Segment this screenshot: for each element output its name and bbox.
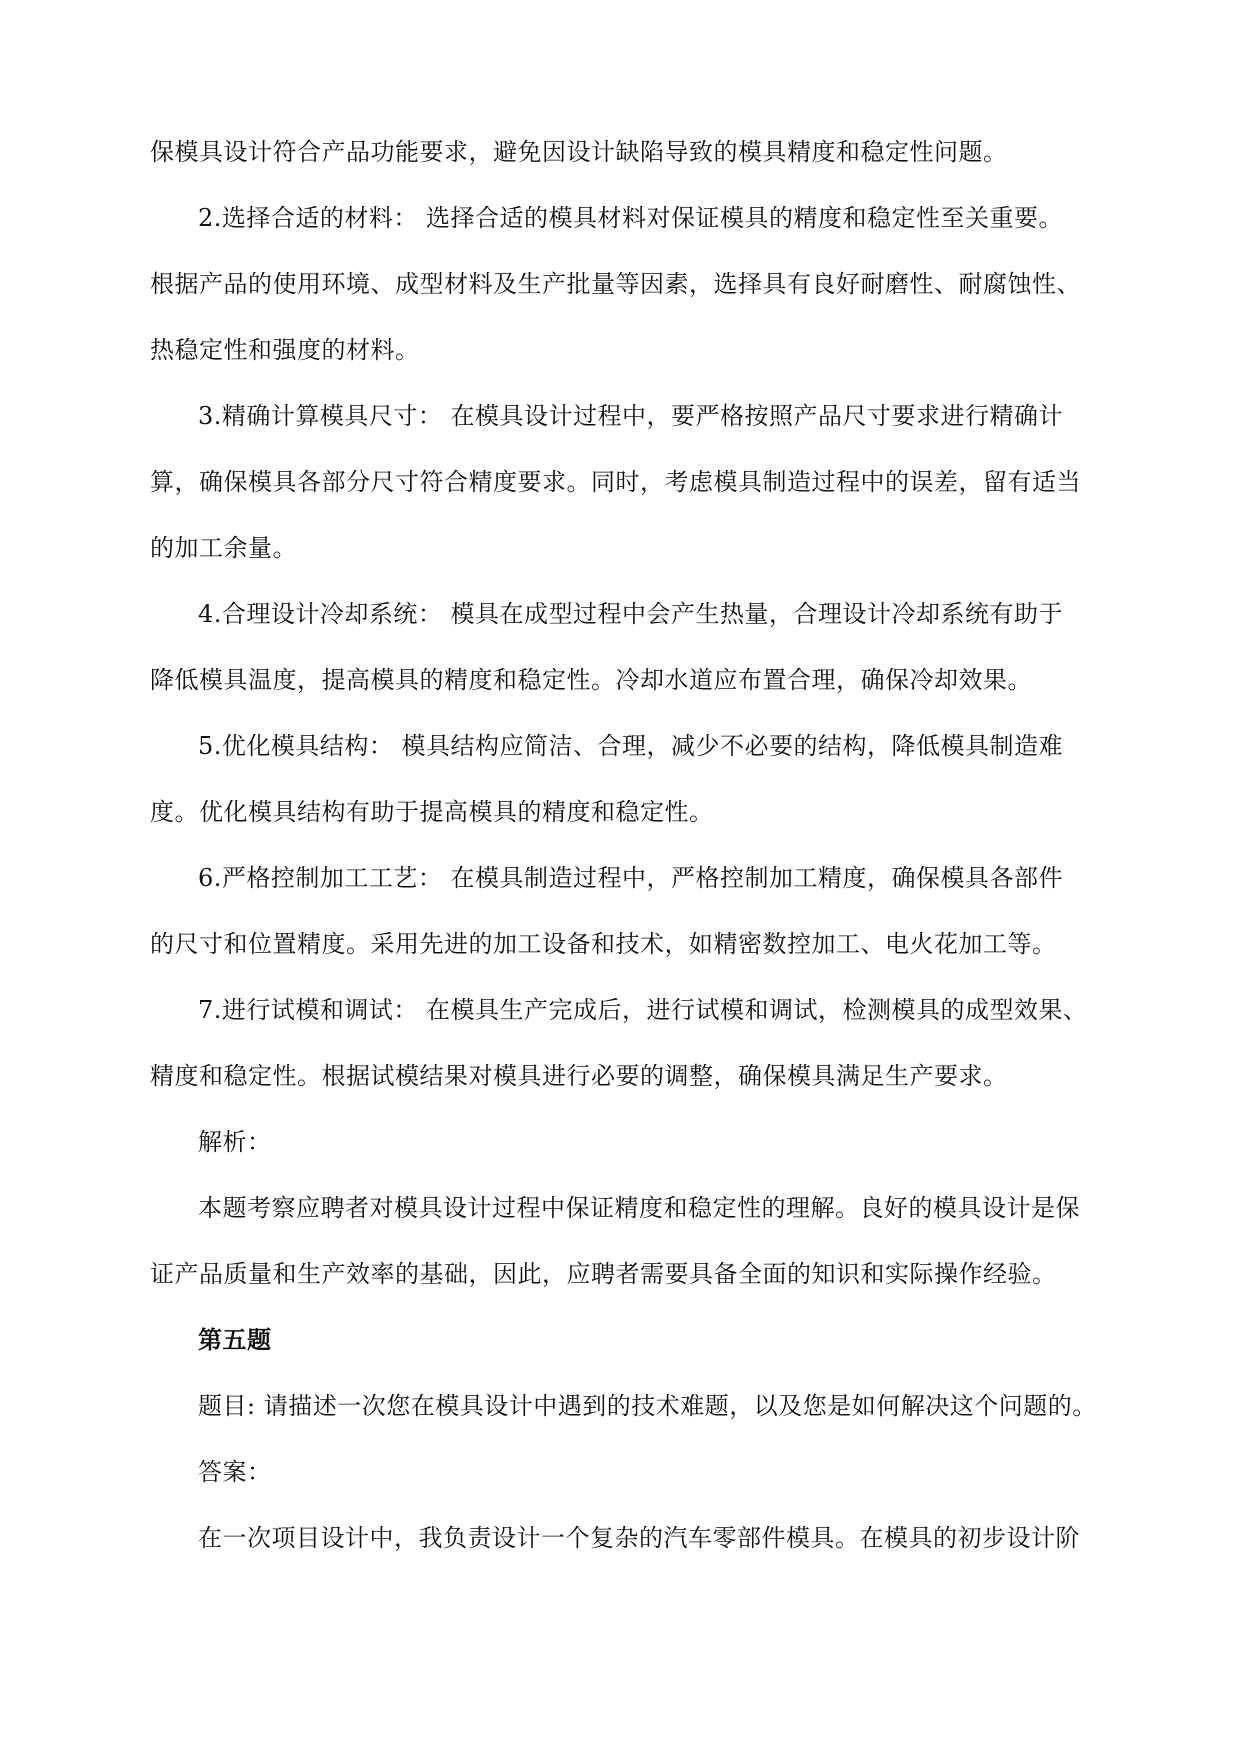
body-line: 降低模具温度，提高模具的精度和稳定性。冷却水道应布置合理，确保冷却效果。 <box>150 666 1032 694</box>
question-title: 第五题 <box>198 1326 272 1354</box>
body-line: 保模具设计符合产品功能要求，避免因设计缺陷导致的模具精度和稳定性问题。 <box>150 138 1008 166</box>
body-line: 的尺寸和位置精度。采用先进的加工设备和技术，如精密数控加工、电火花加工等。 <box>150 930 1057 958</box>
body-line: 根据产品的使用环境、成型材料及生产批量等因素，选择具有良好耐磨性、耐腐蚀性、 <box>150 270 1081 298</box>
list-item-4-line: 4.合理设计冷却系统： 模具在成型过程中会产生热量，合理设计冷却系统有助于 <box>198 600 1064 628</box>
list-item-2-line: 2.选择合适的材料： 选择合适的模具材料对保证模具的精度和稳定性至关重要。 <box>198 204 1064 232</box>
analysis-line: 证产品质量和生产效率的基础，因此，应聘者需要具备全面的知识和实际操作经验。 <box>150 1260 1057 1288</box>
list-item-6-line: 6.严格控制加工工艺： 在模具制造过程中，严格控制加工精度，确保模具各部件 <box>198 864 1064 892</box>
body-line: 算，确保模具各部分尺寸符合精度要求。同时，考虑模具制造过程中的误差，留有适当 <box>150 468 1081 496</box>
list-item-5-line: 5.优化模具结构： 模具结构应简洁、合理，减少不必要的结构，降低模具制造难 <box>198 732 1064 760</box>
answer-heading: 答案： <box>198 1458 272 1486</box>
body-line: 热稳定性和强度的材料。 <box>150 336 420 364</box>
analysis-heading: 解析： <box>198 1128 272 1156</box>
list-item-7-line: 7.进行试模和调试： 在模具生产完成后，进行试模和调试，检测模具的成型效果、 <box>198 996 1088 1024</box>
answer-line: 在一次项目设计中，我负责设计一个复杂的汽车零部件模具。在模具的初步设计阶 <box>198 1524 1080 1552</box>
body-line: 度。优化模具结构有助于提高模具的精度和稳定性。 <box>150 798 714 826</box>
list-item-3-line: 3.精确计算模具尺寸： 在模具设计过程中，要严格按照产品尺寸要求进行精确计 <box>198 402 1064 430</box>
body-line: 精度和稳定性。根据试模结果对模具进行必要的调整，确保模具满足生产要求。 <box>150 1062 1008 1090</box>
analysis-line: 本题考察应聘者对模具设计过程中保证精度和稳定性的理解。良好的模具设计是保 <box>198 1194 1080 1222</box>
body-line: 的加工余量。 <box>150 534 297 562</box>
question-prompt: 题目: 请描述一次您在模具设计中遇到的技术难题，以及您是如何解决这个问题的。 <box>198 1392 1097 1420</box>
